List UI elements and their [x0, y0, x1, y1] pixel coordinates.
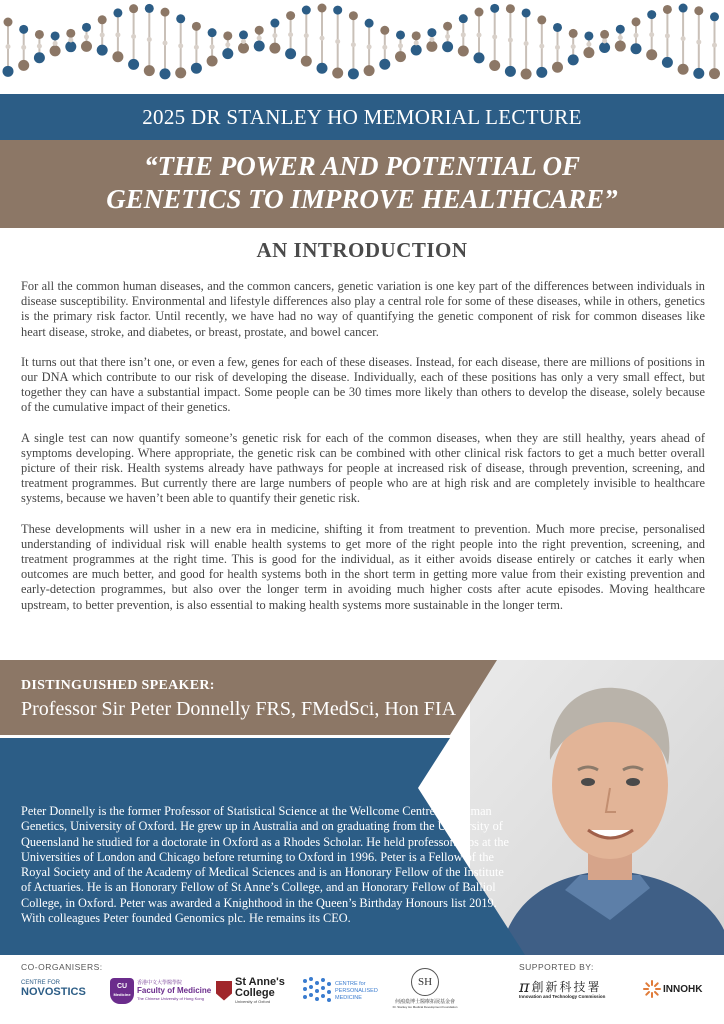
dna-dot — [521, 68, 532, 79]
cpm-name-line-3: MEDICINE — [335, 994, 362, 1001]
centre-for-novostics-logo — [21, 980, 86, 998]
dna-dot — [694, 6, 703, 15]
dna-dot — [537, 15, 546, 24]
dna-dot — [569, 29, 578, 38]
dna-dot — [35, 30, 44, 39]
st-annes-name-line-2: College — [235, 987, 275, 999]
dna-dot — [411, 45, 422, 56]
dna-dot — [461, 32, 466, 37]
dna-dot — [270, 19, 279, 28]
dna-dot — [21, 45, 26, 50]
dna-dot — [442, 41, 453, 52]
dna-dot — [210, 44, 215, 49]
dna-dot — [552, 62, 563, 73]
dna-dot — [18, 60, 29, 71]
stanley-ho-foundation-logo — [385, 968, 465, 1009]
dna-dot — [506, 4, 515, 13]
sh-english-name: Dr. Stanley Ho Medical Development Foundation — [392, 1005, 458, 1009]
dna-dot — [115, 32, 120, 37]
dna-dot — [586, 42, 591, 47]
dna-dot — [615, 41, 626, 52]
dna-dot — [678, 64, 689, 75]
novostics-logo-main: NOVOSTICS — [21, 986, 86, 998]
dna-dot — [147, 37, 152, 42]
dna-dot — [176, 14, 185, 23]
dna-dot — [51, 31, 60, 40]
innovation-technology-commission-logo — [519, 977, 606, 999]
dna-dot — [490, 4, 499, 13]
dna-dot — [65, 41, 76, 52]
dna-dot — [6, 44, 11, 49]
cu-faculty-name: Faculty of Medicine — [137, 986, 212, 995]
dna-dot — [272, 33, 277, 38]
dna-dot — [238, 43, 249, 54]
dna-dot — [693, 68, 704, 79]
cuhk-medicine-logo — [110, 978, 211, 1004]
lecture-title-line-1: “THE POWER AND POTENTIAL OF — [143, 151, 581, 181]
dna-dot — [429, 37, 434, 42]
dna-dot — [81, 41, 92, 52]
dna-dot — [288, 32, 293, 37]
dna-dot — [351, 42, 356, 47]
dna-dot — [192, 22, 201, 31]
dna-dot — [379, 59, 390, 70]
innohk-starburst-icon — [643, 980, 661, 998]
innohk-logo — [643, 980, 702, 998]
dna-dot — [710, 12, 719, 21]
dna-dot — [459, 14, 468, 23]
cpm-dots-icon — [302, 975, 332, 1007]
dna-dot — [222, 48, 233, 59]
dna-dot — [398, 43, 403, 48]
dna-dot — [144, 65, 155, 76]
sh-chinese-name: 何鴻燊博士醫療拓展基金會 — [394, 999, 455, 1005]
dna-dot — [19, 25, 28, 34]
dna-dot — [223, 31, 232, 40]
dna-dot — [255, 26, 264, 35]
dna-dot — [131, 34, 136, 39]
dna-dot — [649, 32, 654, 37]
dna-dot — [160, 68, 171, 79]
sh-emblem-icon: SH — [411, 968, 439, 996]
dna-dot — [348, 68, 359, 79]
dna-dot — [82, 23, 91, 32]
speaker-bio: Peter Donnelly is the former Professor of Statistical Science at the Wellcome Centre for Human Genetics, University of Oxford. He grew up in Australia and on graduating from the University of Queensland he studied for a doctorate in Oxford as a Rhodes Scholar. He held professorships at the Universities of London and Chicago before returning to Oxford in 1996. Peter is a Fellow of the Royal Society and of the Academy of Medical Sciences and is an Honorary Fellow of the Institute of Actuaries. He is an Honorary Fellow of St Anne’s College, and an Honorary Fellow of Balliol College, in Oxford. Peter was awarded a Knighthood in the Queen’s Birthday Honours list 2019. With colleagues Peter founded Genomics plc. He remains its CEO. — [21, 804, 509, 926]
cu-university-name: The Chinese University of Hong Kong — [137, 996, 204, 1001]
dna-dot — [66, 29, 75, 38]
dna-dot — [239, 30, 248, 39]
dna-dot — [584, 31, 593, 40]
dna-dot — [3, 66, 14, 77]
dna-dot — [207, 56, 218, 67]
dna-dot — [84, 34, 89, 39]
dna-dot — [145, 4, 154, 13]
st-annes-name-line-1: St Anne's — [235, 976, 285, 988]
dna-dot — [522, 8, 531, 17]
dna-dot — [50, 45, 61, 56]
dna-dot — [631, 43, 642, 54]
dna-dot — [524, 41, 529, 46]
dna-dot — [508, 38, 513, 43]
dna-dot — [317, 63, 328, 74]
dna-dot — [536, 67, 547, 78]
dna-dot — [553, 23, 562, 32]
dna-dot — [191, 63, 202, 74]
dna-pattern-decoration — [0, 0, 724, 94]
lecture-title-line-2: GENETICS TO IMPROVE HEALTHCARE” — [106, 184, 618, 214]
cpm-name-line-2: PERSONALISED — [335, 987, 378, 994]
dna-dot — [302, 6, 311, 15]
supported-by-label: SUPPORTED BY: — [519, 962, 594, 972]
dna-dot — [414, 40, 419, 45]
dna-dot — [349, 11, 358, 20]
dna-dot — [269, 43, 280, 54]
dna-dot — [301, 56, 312, 67]
dna-dot — [178, 43, 183, 48]
dna-dot — [208, 28, 217, 37]
dna-dot — [679, 4, 688, 13]
dna-dot — [37, 44, 42, 49]
dna-dot — [443, 22, 452, 31]
dna-dot — [68, 37, 73, 42]
dna-dot — [427, 28, 436, 37]
dna-dot — [395, 51, 406, 62]
dna-dot — [662, 57, 673, 68]
intro-paragraph-2: It turns out that there isn’t one, or even a few, genes for each of these diseases. Instead, for each disease, there are millions of positions in our DNA which contribute to our risk of developing the disease. Individually, each of these positions has only a very small effect, but together they can have a substantial impact. Some people can be 30 times more likely than others to develop the disease, solely because of the cumulative impact of their genetics. — [21, 354, 705, 415]
dna-dot — [100, 32, 105, 37]
dna-dot — [681, 36, 686, 41]
dna-dot — [53, 41, 58, 46]
dna-dot — [304, 33, 309, 38]
dna-dot — [599, 42, 610, 53]
dna-dot — [285, 48, 296, 59]
dna-dot — [175, 67, 186, 78]
lecture-series-banner: 2025 DR STANLEY HO MEMORIAL LECTURE — [0, 94, 724, 140]
dna-dot — [646, 49, 657, 60]
intro-paragraph-1: For all the common human diseases, and the common cancers, genetic variation is one key part of the differences between individuals in disease susceptibility. Environmental and lifestyle differences also play a central role for some of these diseases, while in others, genetics is the primary risk factor. Until recently, we have had no way of quantifying the genetic component of risk for common diseases like heart disease, stroke, and diabetes, or breast, prostate, and bowel cancer. — [21, 279, 705, 339]
st-annes-shield-icon — [216, 981, 232, 1001]
itc-pi-icon: π — [519, 977, 530, 996]
dna-dot — [505, 66, 516, 77]
cpm-name-line-1: CENTRE for — [335, 980, 366, 987]
dna-dot — [4, 18, 13, 27]
coorganisers-label: CO-ORGANISERS: — [21, 962, 103, 972]
dna-dot — [241, 39, 246, 44]
st-annes-university: University of Oxford — [235, 999, 271, 1004]
dna-dot — [632, 17, 641, 26]
dna-dot — [112, 51, 123, 62]
dna-dot — [426, 41, 437, 52]
dna-dot — [412, 31, 421, 40]
dna-dot — [225, 42, 230, 47]
dna-dot — [712, 43, 717, 48]
cu-chinese-name: 香港中文大學醫學院 — [137, 980, 183, 986]
dna-dot — [618, 35, 623, 40]
dna-dot — [634, 33, 639, 38]
dna-dot — [477, 32, 482, 37]
dna-dot — [318, 4, 327, 13]
st-annes-college-logo — [216, 977, 285, 1004]
dna-dot — [98, 15, 107, 24]
dna-dot — [320, 36, 325, 41]
dna-dot — [129, 4, 138, 13]
lecture-title-banner — [0, 140, 724, 228]
cu-medicine-badge — [110, 978, 134, 1004]
dna-dot — [492, 34, 497, 39]
dna-dot — [163, 40, 168, 45]
introduction-heading: AN INTRODUCTION — [256, 238, 468, 262]
dna-dot — [647, 10, 656, 19]
dna-dot — [365, 19, 374, 28]
intro-paragraph-3: A single test can now quantify someone’s genetic risk for each of the common diseases, when they are still healthy, years ahead of symptoms developing. Where appropriate, the genetic risk can be combined with other clinical risk factors to get a much better overall picture of their risk. Health systems already have pathways for people at increased risk of disease, through prevention, screening, and treatment programmes. But currently there are large numbers of people who are at high risk and are completely invisible to healthcare systems, because we haven’t been able to quantify their genetic risk. — [21, 430, 705, 506]
dna-dot — [286, 11, 295, 20]
dna-dot — [696, 40, 701, 45]
dna-dot — [194, 45, 199, 50]
itc-english-name: Innovation and Technology Commission — [519, 994, 606, 999]
dna-dot — [333, 6, 342, 15]
dna-dot — [665, 33, 670, 38]
cu-badge-sub: Medicine — [113, 992, 131, 997]
dna-dot — [600, 30, 609, 39]
dna-dot — [254, 41, 265, 52]
dna-dot — [555, 45, 560, 50]
dna-dot — [396, 30, 405, 39]
novostics-logo-top: CENTRE FOR — [21, 980, 60, 986]
dna-dot — [382, 45, 387, 50]
dna-dot — [489, 60, 500, 71]
speaker-name: Professor Sir Peter Donnelly FRS, FMedSci, Hon FIA — [21, 698, 457, 720]
dna-dot — [367, 44, 372, 49]
intro-paragraph-4: These developments will usher in a new era in medicine, shifting it from treatment to prevention. Much more precise, personalised understanding of individual risk will enable health systems to get more of the right people into the right prevention, screening, and treatment programmes at the right time. This is good for the individual, as it either avoids disease entirely or catches it early when outcomes are much better, and good for health systems both in the short term in getting more value from their existing prevention and early-detection programmes, but also over the longer term in avoiding much higher costs after acute episodes. Moving healthcare upstream, to better prevention, is also essential to making health systems more sustainable in the longer term. — [21, 521, 705, 612]
dna-dot — [332, 67, 343, 78]
dna-dot — [458, 45, 469, 56]
dna-dot — [257, 36, 262, 41]
dna-dot — [364, 65, 375, 76]
dna-dot — [113, 8, 122, 17]
dna-dot — [539, 44, 544, 49]
dna-dot — [380, 26, 389, 35]
dna-dot — [571, 44, 576, 49]
dna-dot — [616, 25, 625, 34]
dna-dot — [97, 45, 108, 56]
dna-dot — [583, 47, 594, 58]
innohk-wordmark: INNOHK — [663, 983, 703, 995]
dna-dot — [568, 54, 579, 65]
dna-dot — [34, 52, 45, 63]
dna-dot — [602, 38, 607, 43]
itc-chinese-name: 創新科技署 — [531, 980, 602, 994]
dna-dot — [663, 5, 672, 14]
dna-dot — [475, 8, 484, 17]
introduction-body — [21, 279, 705, 628]
dna-dot — [709, 68, 720, 79]
dna-dot — [335, 39, 340, 44]
dna-dot — [161, 8, 170, 17]
dna-dot — [445, 34, 450, 39]
cu-badge-text: CU — [116, 983, 128, 990]
dna-dot — [474, 52, 485, 63]
centre-for-personalised-medicine-logo — [302, 975, 378, 1007]
speaker-section-label: DISTINGUISHED SPEAKER: — [21, 678, 215, 693]
dna-dot — [128, 59, 139, 70]
